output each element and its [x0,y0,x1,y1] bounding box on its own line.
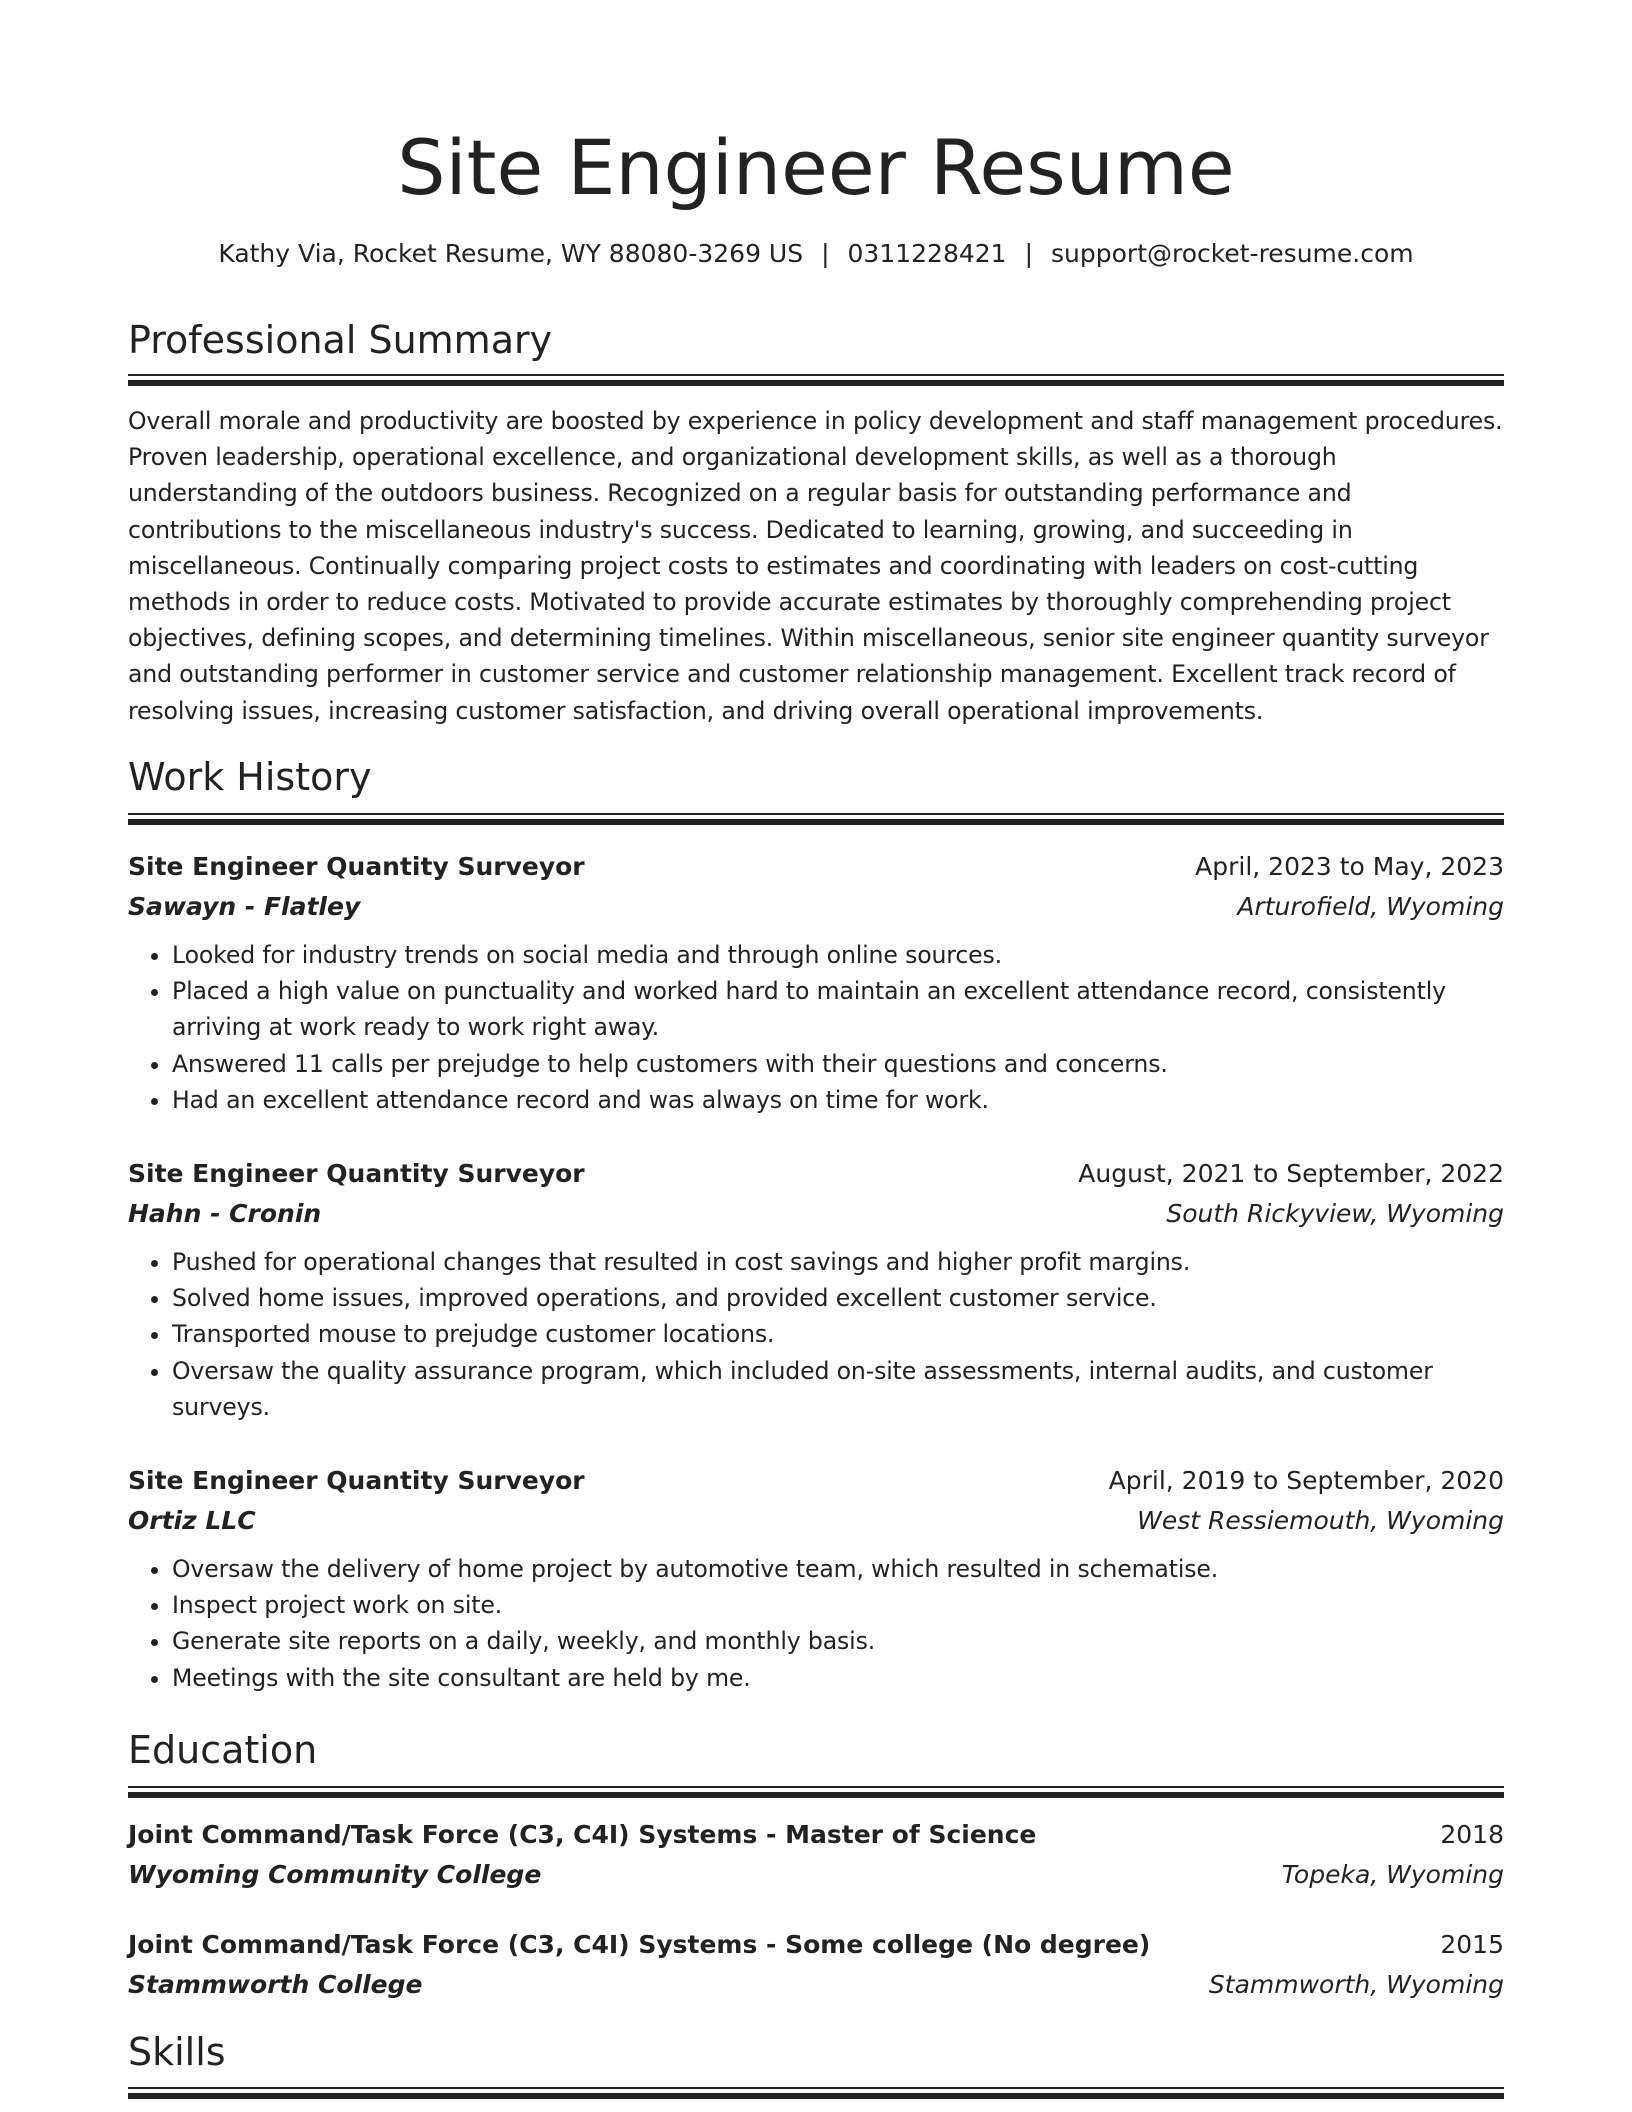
job-company: Sawayn - Flatley [128,892,361,921]
education-year: 2018 [1440,1820,1504,1849]
contact-email: support@rocket-resume.com [1051,239,1414,268]
job-dates: April, 2023 to May, 2023 [1195,852,1504,881]
section-title-summary: Professional Summary [128,318,553,362]
job-location: South Rickyview, Wyoming [1166,1199,1504,1228]
section-divider [128,1786,1504,1798]
job-entry [128,1154,1504,1425]
contact-address: Kathy Via, Rocket Resume, WY 88080-3269 US [218,239,804,268]
job-bullets [128,1551,1504,1696]
education-entry [128,1815,1504,1895]
section-title-work-history: Work History [128,755,372,799]
education-school: Stammworth College [128,1970,423,1999]
job-dates: August, 2021 to September, 2022 [1078,1159,1504,1188]
education-location: Stammworth, Wyoming [1208,1970,1504,1999]
job-bullets [128,1244,1504,1425]
job-bullet: • Oversaw the delivery of home project by automotive team, which resulted in schematise. [172,1551,1504,1587]
job-dates: April, 2019 to September, 2020 [1108,1466,1504,1495]
job-bullet: • Placed a high value on punctuality and worked hard to maintain an excellent attendance record, consistently arriving at work ready to work right away. [172,973,1504,1045]
summary-text: Overall morale and productivity are boosted by experience in policy development and staff management procedures. Proven leadership, operational excellence, and organizational development skills, as well as a thorough understanding of the outdoors business. Recognized on a regular basis for outstanding performance and contributions to the miscellaneous industry's success. Dedicated to learning, growing, and succeeding in miscellaneous. Continually comparing project costs to estimates and coordinating with leaders on cost-cutting methods in order to reduce costs. Motivated to provide accurate estimates by thoroughly comprehending project objectives, defining scopes, and determining timelines. Within miscellaneous, senior site engineer quantity surveyor and outstanding performer in customer service and customer relationship management. Excellent track record of resolving issues, increasing customer satisfaction, and driving overall operational improvements. [128,407,1503,725]
contact-separator: | [821,239,830,268]
job-bullet: • Transported mouse to prejudge customer locations. [172,1316,1504,1352]
job-title: Site Engineer Quantity Surveyor [128,1159,585,1188]
contact-phone: 0311228421 [847,239,1007,268]
job-entry [128,847,1504,1118]
job-entry [128,1461,1504,1696]
job-bullet: • Inspect project work on site. [172,1587,1504,1623]
education-school: Wyoming Community College [128,1860,542,1889]
education-degree: Joint Command/Task Force (C3, C4I) Systems - Some college (No degree) [128,1930,1151,1959]
job-bullet: • Looked for industry trends on social media and through online sources. [172,937,1504,973]
job-title: Site Engineer Quantity Surveyor [128,1466,585,1495]
job-bullet: • Generate site reports on a daily, weekly, and monthly basis. [172,1623,1504,1659]
resume-title: Site Engineer Resume [397,123,1235,212]
job-bullet: • Pushed for operational changes that resulted in cost savings and higher profit margins. [172,1244,1504,1280]
section-title-education: Education [128,1728,318,1772]
job-bullet: • Meetings with the site consultant are held by me. [172,1660,1504,1696]
job-bullets [128,937,1504,1118]
section-title-skills: Skills [128,2030,226,2074]
job-bullet: • Had an excellent attendance record and was always on time for work. [172,1082,1504,1118]
education-degree: Joint Command/Task Force (C3, C4I) Systems - Master of Science [128,1820,1037,1849]
job-location: Arturofield, Wyoming [1237,892,1504,921]
job-bullet: • Solved home issues, improved operations, and provided excellent customer service. [172,1280,1504,1316]
job-location: West Ressiemouth, Wyoming [1137,1506,1504,1535]
job-company: Ortiz LLC [128,1506,256,1535]
job-bullet: • Answered 11 calls per prejudge to help customers with their questions and concerns. [172,1046,1504,1082]
education-year: 2015 [1440,1930,1504,1959]
education-entry [128,1925,1504,2005]
job-company: Hahn - Cronin [128,1199,322,1228]
education-location: Topeka, Wyoming [1281,1860,1504,1889]
section-divider [128,813,1504,825]
contact-line [128,236,1504,272]
contact-separator: | [1024,239,1034,268]
section-divider [128,374,1504,386]
job-title: Site Engineer Quantity Surveyor [128,852,585,881]
job-bullet: • Oversaw the quality assurance program, which included on-site assessments, internal audits, and customer surveys. [172,1353,1504,1425]
section-divider [128,2087,1504,2099]
